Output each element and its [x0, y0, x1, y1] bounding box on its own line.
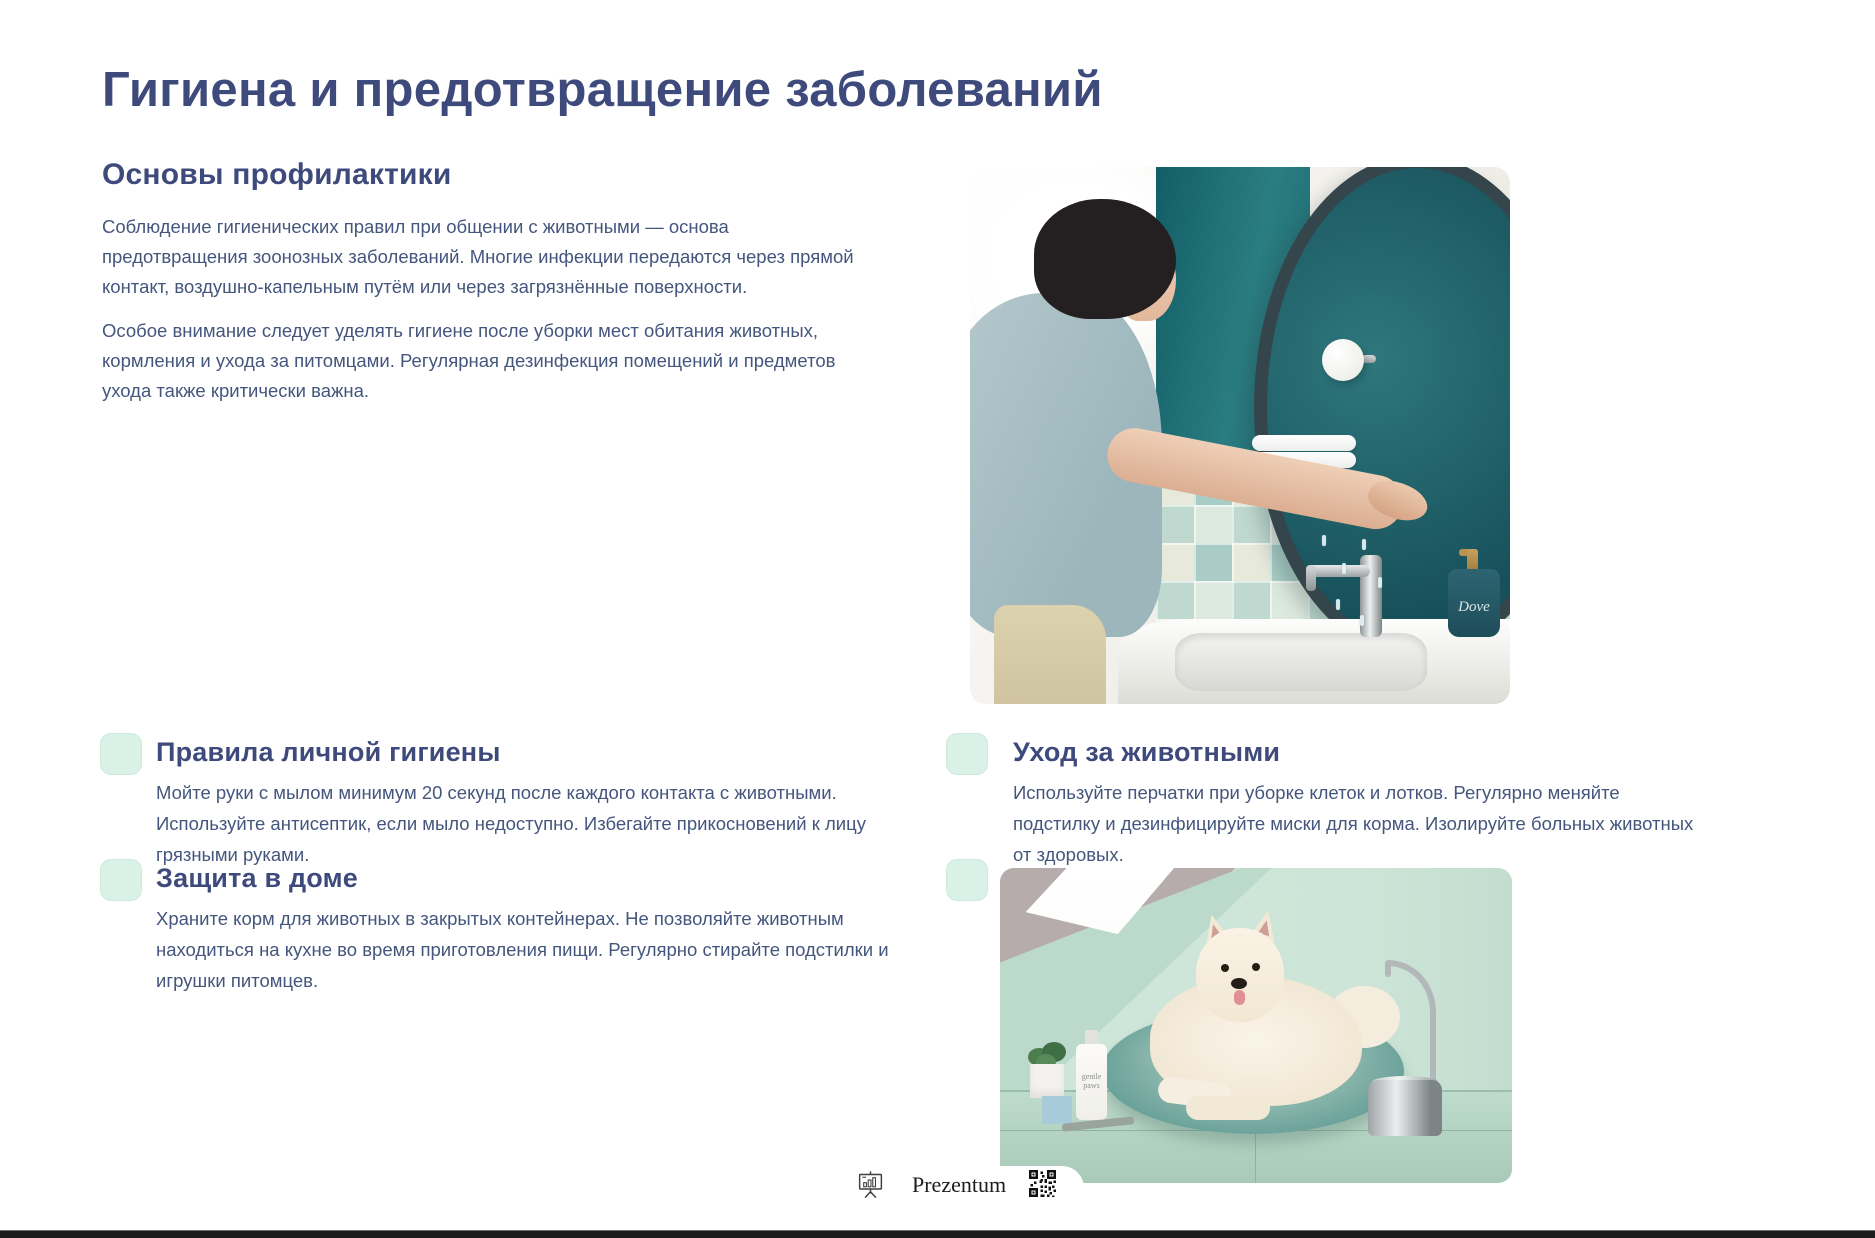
water-fountain-spout: [1388, 960, 1436, 1084]
woman-pants: [994, 605, 1106, 704]
blue-box: [1042, 1096, 1072, 1124]
faucet-tip: [1306, 565, 1316, 591]
soap-pump: [1467, 549, 1478, 571]
water-drop: [1378, 577, 1382, 588]
page-title: Гигиена и предотвращение заболеваний: [102, 63, 1103, 117]
intro-paragraph-2: Особое внимание следует уделять гигиене после уборки мест обитания животных, кормления и ухода за питомцами. Регулярная дезинфекция помещений и предметов ухода также критически важна.: [102, 320, 836, 401]
card-bullet-icon: [100, 733, 142, 775]
fountain-canister: [1368, 1080, 1442, 1136]
towel: [1252, 435, 1356, 451]
soap-brand-label: Dove: [1458, 599, 1490, 615]
water-drop: [1362, 539, 1366, 550]
dog-nose: [1231, 978, 1247, 989]
dog-eye: [1252, 963, 1260, 971]
water-drop: [1336, 599, 1340, 610]
soap-dispenser: [1448, 569, 1500, 637]
card-title-home-protection: Защита в доме: [156, 863, 359, 893]
card-body-personal-hygiene: Мойте руки с мылом минимум 20 секунд после каждого контакта с животными. Используйте антисептик, если мыло недоступно. Избегайте прикосновений к лицу грязными руками.: [156, 782, 866, 865]
dog-tongue: [1234, 990, 1245, 1005]
brand-name: Prezentum: [912, 1172, 1007, 1197]
presentation-easel-icon: [856, 1170, 885, 1199]
bottle-label: gentle paws: [1081, 1072, 1102, 1090]
water-fountain-tip: [1385, 960, 1391, 977]
dog-photo: [1000, 868, 1512, 1183]
dog-head: [1196, 928, 1284, 1022]
qr-code: [1029, 1170, 1056, 1197]
wall-lamp: [1322, 339, 1364, 381]
plant-pot: [1030, 1064, 1064, 1098]
intro-heading: Основы профилактики: [102, 158, 452, 191]
shampoo-bottle: [1076, 1044, 1107, 1120]
handwashing-photo: [970, 167, 1510, 704]
bottle-pump: [1085, 1030, 1098, 1045]
bottom-edge-bar: [0, 1230, 1875, 1238]
drawer-seam: [1255, 1131, 1256, 1183]
card-bullet-icon: [946, 733, 988, 775]
card-title-personal-hygiene: Правила личной гигиены: [156, 737, 501, 767]
card-bullet-icon: [946, 859, 988, 901]
water-drop: [1360, 615, 1364, 626]
card-bullet-icon: [100, 859, 142, 901]
water-drop: [1322, 535, 1326, 546]
dog-eye: [1221, 964, 1229, 972]
footer-brand-badge: [842, 1166, 1084, 1238]
card-body-animal-care: Используйте перчатки при уборке клеток и лотков. Регулярно меняйте подстилку и дезинфицируйте миски для корма. Изолируйте больных животных от здоровых.: [1013, 782, 1694, 865]
water-drop: [1342, 563, 1346, 574]
lamp-mount: [1362, 355, 1376, 363]
card-title-animal-care: Уход за животными: [1013, 737, 1281, 767]
card-body-home-protection: Храните корм для животных в закрытых контейнерах. Не позволяйте животным находиться на кухне во время приготовления пищи. Регулярно стирайте подстилки и игрушки питомцев.: [156, 908, 889, 991]
sink-basin: [1175, 633, 1427, 691]
intro-paragraph-1: Соблюдение гигиенических правил при общении с животными — основа предотвращения зоонозных заболеваний. Многие инфекции передаются через прямой контакт, воздушно-капельным путём или через загрязнённые поверхности.: [102, 216, 854, 297]
woman-hair: [1034, 199, 1176, 319]
dog-paw: [1186, 1096, 1270, 1120]
